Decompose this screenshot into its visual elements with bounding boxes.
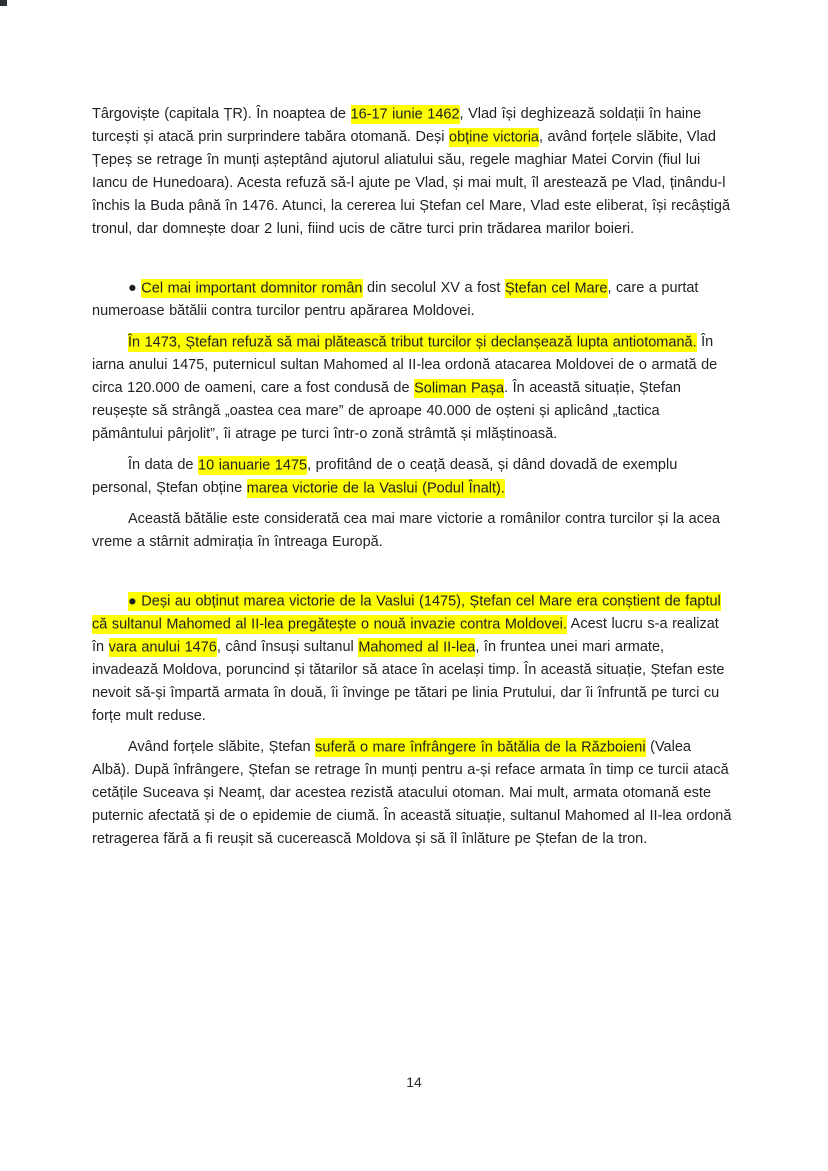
text-segment: , profitând de o ceață deasă, și dând dovadă de exemplu personal, Ștefan obține [92,457,678,496]
highlighted-text: suferă o mare înfrângere în bătălia de la Războieni [315,739,646,755]
text-segment: , în fruntea unei mari armate, invadează Moldova, poruncind și tătarilor să atace în același timp. În această situație, Ștefan este nevoit să-și împartă armata în două, îi învinge pe tătari pe linia Prutului, dar îi înfruntă pe turci cu forțe mult reduse. [92,639,725,724]
highlighted-text: 16-17 iunie 1462 [350,106,460,122]
text-segment: (Valea Albă). După înfrângere, Ștefan se retrage în munți pentru a-și reface armata în timp ce turcii atacă cetățile Suceava și Neamț, dar acestea rezistă atacului otoman. Mai mult, armata otomană este puternic afectată și de o epidemie de ciumă. În această situație, sultanul Mahomed al II-lea ordonă retragerea fără a fi reușit să cucerească Moldova și să îl înlăture pe Ștefan de la tron. [92,739,732,847]
highlighted-text: Ștefan cel Mare [504,280,608,296]
text-segment: , când însuși sultanul [216,639,359,655]
highlighted-text: ● Deși au obținut marea victorie de la Vaslui (1475), Ștefan cel Mare era conștient de faptul că sultanul Mahomed al II-lea pregătește o nouă invazie contra Moldovei. [92,593,721,632]
text-segment: Acest lucru s-a realizat în [92,616,719,655]
text-segment: În iarna anului 1475, puternicul sultan Mahomed al II-lea ordonă atacarea Moldovei de o armată de circa 120.000 de oameni, care a fost condusă de [92,334,718,396]
text-segment: , având forțele slăbite, Vlad Țepeș se retrage în munți așteptând ajutorul aliatului său, regele maghiar Matei Corvin (fiul lui Iancu de Hunedoara). Acesta refuză să-l ajute pe Vlad, și mai mult, îl arestează pe Vlad, ținându-l închis la Buda până în 1476. Atunci, la cererea lui Ștefan cel Mare, Vlad este eliberat, își recâștigă tronul, dar domnește doar 2 luni, fiind ucis de către turci prin trădarea marilor boieri. [92,129,731,237]
page-number: 14 [406,1074,422,1090]
page-footer [0,1072,828,1092]
paragraph-batalie-europa [92,508,732,554]
highlighted-text: obține victoria [449,129,539,145]
text-segment: . În această situație, Ștefan reușește să strângă „oastea cea mare” de aproape 40.000 de oșteni și aplicând „tactica pământului pârjolit”, îi atrage pe turci într-o zonă strâmtă și mlăștinoasă. [92,380,681,442]
paragraph-1473-tribut [92,331,732,446]
text-segment: , Vlad își deghizează soldații în haine turcești și atacă prin surprindere tabăra otomană. Deși [92,106,702,145]
text-segment: Având forțele slăbite, Ștefan [128,739,316,755]
paragraph-razboieni [92,736,732,851]
bullet-stefan-cel-mare [92,277,732,323]
text-segment: Această bătălie este considerată cea mai mare victorie a românilor contra turcilor și la acea vreme a stârnit admirația în întreaga Europă. [92,511,721,550]
text-segment: În data de [128,457,199,473]
paragraph-vaslui [92,454,732,500]
text-segment: , care a purtat numeroase bătălii contra turcilor pentru apărarea Moldovei. [92,280,699,319]
text-segment: ● [128,280,142,296]
bullet-mahomed-invazie [92,590,732,728]
highlighted-text: vara anului 1476 [108,639,217,655]
document-body [92,103,732,859]
highlighted-text: marea victorie de la Vaslui (Podul Înalt). [246,480,505,496]
text-segment: din secolul XV a fost [362,280,505,296]
highlighted-text: Soliman Pașa [414,380,505,396]
scan-corner-artifact [0,0,7,6]
highlighted-text: Mahomed al II-lea [358,639,476,655]
paragraph-vlad-targoviste [92,103,732,241]
highlighted-text: Cel mai important domnitor român [141,280,363,296]
highlighted-text: În 1473, Ștefan refuză să mai plătească tribut turcilor și declanșează lupta antiotomană. [128,334,697,350]
highlighted-text: 10 ianuarie 1475 [198,457,308,473]
text-segment: Târgoviște (capitala ȚR). În noaptea de [92,106,351,122]
